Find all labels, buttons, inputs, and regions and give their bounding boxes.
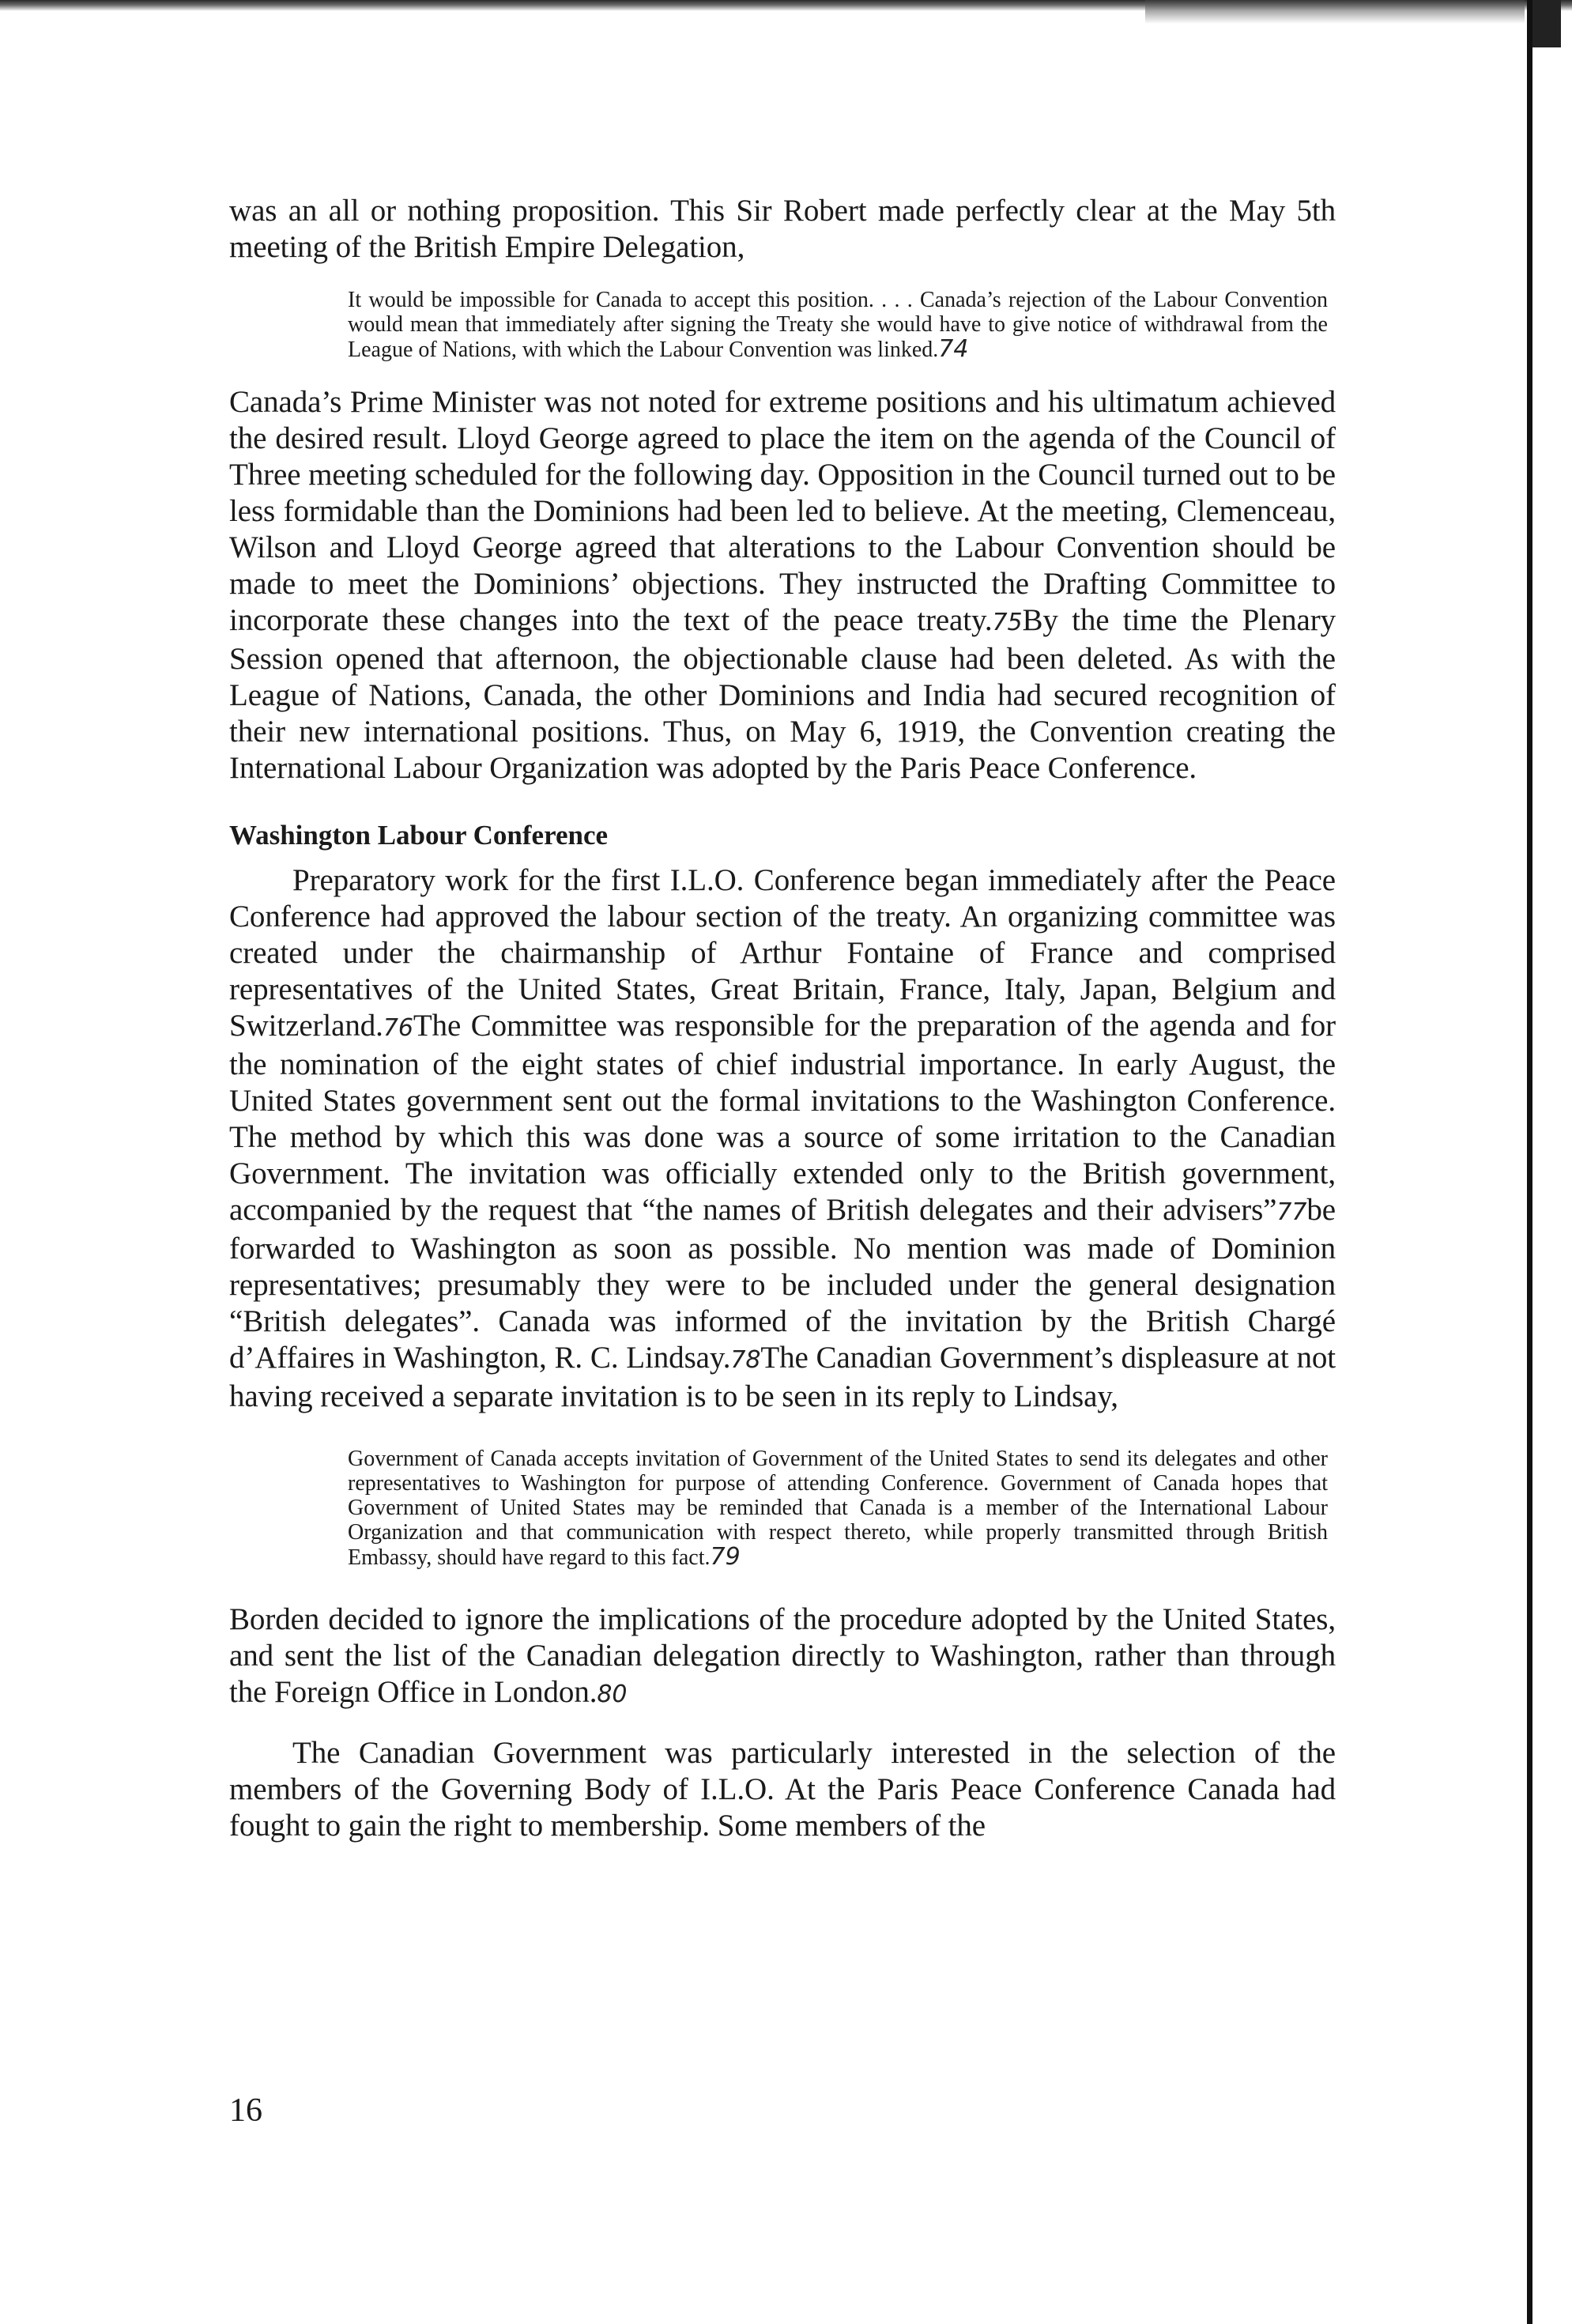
footnote-marker-79: 79: [710, 1543, 741, 1571]
footnote-marker-74: 74: [938, 335, 969, 363]
block-quote-borden-text: It would be impossible for Canada to accept this position. . . . Canada’s rejection of the Labour Convention would mean that immediately after signing the Treaty she would have to give notice of withdrawal from the League of Nations, with which the Labour Convention was linked.: [348, 288, 1328, 362]
scan-shadow-top-right: [1145, 0, 1525, 24]
footnote-marker-76: 76: [383, 1014, 413, 1042]
footnote-marker-80: 80: [597, 1681, 628, 1708]
paragraph-governing-body-text: The Canadian Government was particularly interested in the selection of the members of the Governing Body of I.L.O. At the Paris Peace Conference Canada had fought to gain the right to membership. Some members of the: [229, 1736, 1336, 1843]
footnote-marker-75: 75: [992, 609, 1023, 636]
block-quote-canada-reply-text: Government of Canada accepts invitation of Government of the United States to send its delegates and other representatives to Washington for purpose of attending Conference. Government of Canada hopes that Government of United States may be reminded that Canada is a member of the International Labour Organization and that communication with respect thereto, while properly transmitted through British Embassy, should have regard to this fact.: [348, 1447, 1328, 1570]
paragraph-preparatory-text-a: Preparatory work for the first I.L.O. Conference began immediately after the Peace Conference had approved the labour section of the treaty. An organizing committee was created under the chairmanship of Arthur Fontaine of France and comprised representatives of the United States, Great Britain, France, Italy, Japan, Belgium and Switzerland.: [229, 863, 1336, 1043]
paragraph-preparatory-text-b: The Committee was responsible for the preparation of the agenda and for the nomination of the eight states of chief industrial importance. In early August, the United States government sent out the formal invitations to the Washington Conference. The method by which this was done was a source of some irritation to the Canadian Government. The invitation was officially extended only to the British government, accompanied by the request that “the names of British delegates and their advisers”: [229, 1009, 1336, 1227]
paragraph-prime-minister: [229, 384, 1336, 787]
footnote-marker-77: 77: [1276, 1198, 1307, 1226]
block-quote-canada-reply: [348, 1447, 1328, 1570]
paragraph-governing-body: [229, 1735, 1336, 1844]
block-quote-borden: [348, 288, 1328, 362]
page-edge-line: [1527, 0, 1532, 2324]
paragraph-preparatory-work: [229, 862, 1336, 1415]
paragraph-preparatory-text-d: The Canadian Government’s displeasure at not having received a separate invitation is to be seen in its reply to Lindsay,: [229, 1341, 1336, 1413]
paragraph-prime-minister-text-b: By the time the Plenary Session opened that afternoon, the objectionable clause had been deleted. As with the League of Nations, Canada, the other Dominions and India had secured recognition of their new international positions. Thus, on May 6, 1919, the Convention creating the International Labour Organization was adopted by the Paris Peace Conference.: [229, 603, 1336, 785]
paragraph-prime-minister-text-a: Canada’s Prime Minister was not noted for extreme positions and his ultimatum achieved the desired result. Lloyd George agreed to place the item on the agenda of the Council of Three meeting scheduled for the following day. Opposition in the Council turned out to be less formidable than the Dominions had been led to believe. At the meeting, Clemenceau, Wilson and Lloyd George agreed that alterations to the Labour Convention should be made to meet the Dominions’ objections. They instructed the Drafting Committee to incorporate these changes into the text of the peace treaty.: [229, 385, 1336, 637]
footnote-marker-78: 78: [730, 1346, 761, 1374]
paragraph-borden-decision: [229, 1602, 1336, 1713]
paragraph-intro-text: was an all or nothing proposition. This Sir Robert made perfectly clear at the May 5th meeting of the British Empire Delegation,: [229, 194, 1336, 264]
page-body: [229, 193, 1336, 1844]
section-heading: Washington Labour Conference: [229, 820, 609, 851]
paragraph-preparatory-text-c: be forwarded to Washington as soon as possible. No mention was made of Dominion representatives; presumably they were to be included under the general designation “British delegates”. Canada was informed of the invitation by the British Chargé d’Affaires in Washington, R. C. Lindsay.: [229, 1193, 1336, 1375]
scan-corner-mark: [1532, 0, 1561, 47]
paragraph-borden-decision-text: Borden decided to ignore the implications of the procedure adopted by the United States, and sent the list of the Canadian delegation directly to Washington, rather than through the Foreign Office in London.: [229, 1602, 1336, 1709]
page-number: 16: [229, 2092, 262, 2129]
paragraph-intro: [229, 193, 1336, 266]
